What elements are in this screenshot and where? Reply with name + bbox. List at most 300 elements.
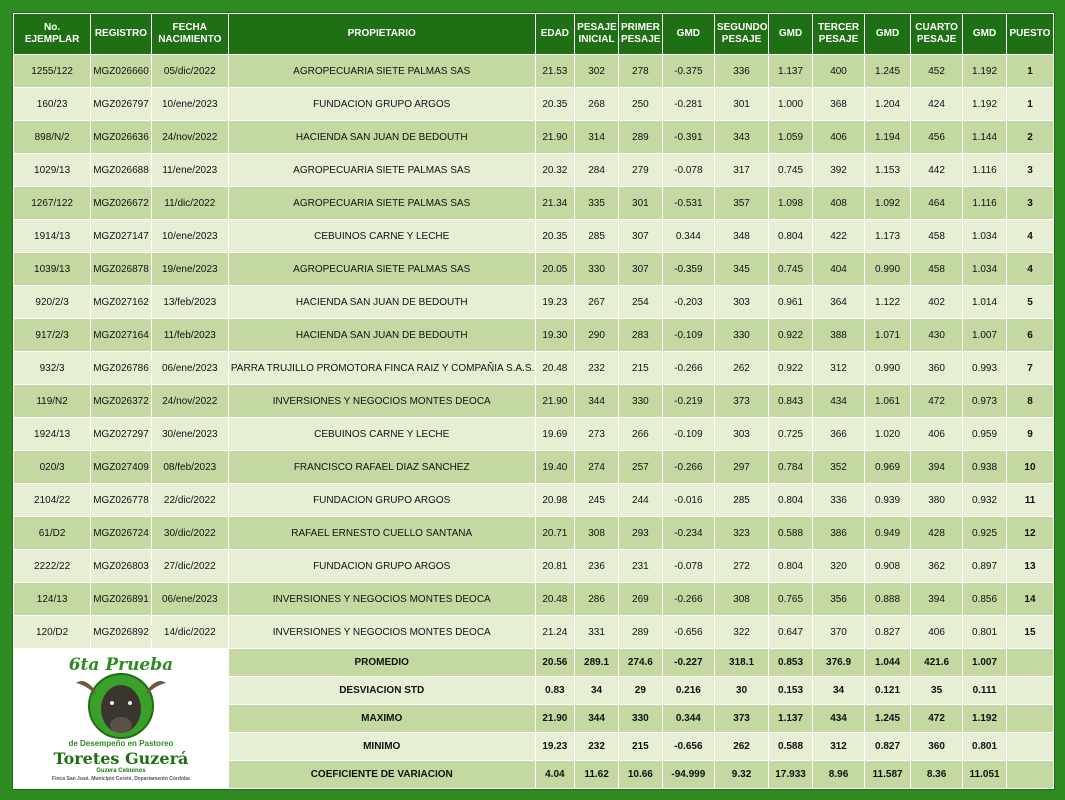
column-header-fecha — [151, 14, 228, 55]
column-header-text: FECHA — [172, 22, 207, 33]
cell-gmd4: 0.973 — [963, 385, 1007, 418]
cell-tercer-pesaje: 388 — [812, 319, 864, 352]
summary-value: 0.111 — [963, 677, 1007, 705]
cell-gmd3: 1.204 — [865, 88, 911, 121]
summary-value: 21.90 — [535, 705, 575, 733]
cell-segundo-pesaje: 308 — [714, 583, 768, 616]
summary-value: 318.1 — [714, 649, 768, 677]
cell-gmd3: 1.194 — [865, 121, 911, 154]
summary-value: 0.344 — [662, 705, 714, 733]
cell-cuarto-pesaje: 424 — [911, 88, 963, 121]
cell-primer-pesaje: 330 — [618, 385, 662, 418]
cell-segundo-pesaje: 330 — [714, 319, 768, 352]
cell-fecha: 19/ene/2023 — [151, 253, 228, 286]
cell-pesaje-inicial: 267 — [575, 286, 619, 319]
summary-value: 1.007 — [963, 649, 1007, 677]
summary-value: 0.801 — [963, 733, 1007, 761]
cell-cuarto-pesaje: 360 — [911, 352, 963, 385]
cell-tercer-pesaje: 366 — [812, 418, 864, 451]
table-row — [14, 55, 1054, 88]
cell-gmd2: 0.922 — [769, 319, 813, 352]
cell-puesto: 3 — [1006, 154, 1053, 187]
cell-gmd2: 0.588 — [769, 517, 813, 550]
cell-pesaje-inicial: 284 — [575, 154, 619, 187]
cell-puesto: 6 — [1006, 319, 1053, 352]
cell-fecha: 13/feb/2023 — [151, 286, 228, 319]
cell-pesaje-inicial: 285 — [575, 220, 619, 253]
cell-gmd4: 0.897 — [963, 550, 1007, 583]
cell-fecha: 14/dic/2022 — [151, 616, 228, 649]
column-header-text: PESAJE — [620, 34, 661, 45]
table-row — [14, 88, 1054, 121]
cell-segundo-pesaje: 303 — [714, 418, 768, 451]
cell-ejemplar: 2104/22 — [14, 484, 91, 517]
cell-tercer-pesaje: 406 — [812, 121, 864, 154]
cell-fecha: 11/ene/2023 — [151, 154, 228, 187]
cell-ejemplar: 160/23 — [14, 88, 91, 121]
cell-edad: 20.35 — [535, 88, 575, 121]
summary-value: 19.23 — [535, 733, 575, 761]
summary-value: 0.153 — [769, 677, 813, 705]
cell-pesaje-inicial: 290 — [575, 319, 619, 352]
cell-gmd4: 1.116 — [963, 187, 1007, 220]
summary-label: PROMEDIO — [228, 649, 535, 677]
summary-value: 373 — [714, 705, 768, 733]
logo-footer: Finca San José, Municipio Cereté, Departamento Córdoba — [52, 776, 190, 782]
cell-pesaje-inicial: 308 — [575, 517, 619, 550]
column-header-gmd4 — [963, 14, 1007, 55]
cell-primer-pesaje: 289 — [618, 616, 662, 649]
cell-fecha: 10/ene/2023 — [151, 88, 228, 121]
logo-prueba-text: 6ta Prueba — [68, 655, 174, 675]
cell-ejemplar: 2222/22 — [14, 550, 91, 583]
cell-propietario: INVERSIONES Y NEGOCIOS MONTES DEOCA — [228, 385, 535, 418]
cell-segundo-pesaje: 322 — [714, 616, 768, 649]
summary-value: 1.137 — [769, 705, 813, 733]
cell-segundo-pesaje: 303 — [714, 286, 768, 319]
cell-propietario: AGROPECUARIA SIETE PALMAS SAS — [228, 55, 535, 88]
summary-value: 8.96 — [812, 761, 864, 789]
cell-tercer-pesaje: 352 — [812, 451, 864, 484]
table-row — [14, 352, 1054, 385]
column-header-text: PESAJE — [818, 34, 859, 45]
cell-edad: 20.81 — [535, 550, 575, 583]
cell-segundo-pesaje: 317 — [714, 154, 768, 187]
cell-fecha: 27/dic/2022 — [151, 550, 228, 583]
summary-value: 215 — [618, 733, 662, 761]
table-row — [14, 253, 1054, 286]
summary-value: 0.216 — [662, 677, 714, 705]
cell-cuarto-pesaje: 458 — [911, 220, 963, 253]
cell-registro: MGZ026372 — [91, 385, 152, 418]
results-table-frame — [12, 12, 1055, 790]
cell-fecha: 30/dic/2022 — [151, 517, 228, 550]
cell-registro: MGZ027162 — [91, 286, 152, 319]
summary-value: 29 — [618, 677, 662, 705]
summary-value: 344 — [575, 705, 619, 733]
cell-gmd1: -0.078 — [662, 550, 714, 583]
cell-propietario: INVERSIONES Y NEGOCIOS MONTES DEOCA — [228, 616, 535, 649]
summary-value: 35 — [911, 677, 963, 705]
cell-gmd1: -0.391 — [662, 121, 714, 154]
cell-tercer-pesaje: 320 — [812, 550, 864, 583]
cell-puesto: 13 — [1006, 550, 1053, 583]
column-header-text: GMD — [972, 28, 997, 39]
cell-propietario: INVERSIONES Y NEGOCIOS MONTES DEOCA — [228, 583, 535, 616]
cell-cuarto-pesaje: 402 — [911, 286, 963, 319]
cell-gmd2: 0.843 — [769, 385, 813, 418]
cell-primer-pesaje: 293 — [618, 517, 662, 550]
cell-cuarto-pesaje: 430 — [911, 319, 963, 352]
cell-edad: 21.53 — [535, 55, 575, 88]
cell-puesto: 3 — [1006, 187, 1053, 220]
cell-edad: 20.32 — [535, 154, 575, 187]
cell-gmd2: 0.745 — [769, 253, 813, 286]
summary-value: 434 — [812, 705, 864, 733]
cell-tercer-pesaje: 356 — [812, 583, 864, 616]
cell-primer-pesaje: 266 — [618, 418, 662, 451]
cell-cuarto-pesaje: 472 — [911, 385, 963, 418]
summary-value: 330 — [618, 705, 662, 733]
cell-pesaje-inicial: 236 — [575, 550, 619, 583]
cell-gmd4: 1.007 — [963, 319, 1007, 352]
cell-primer-pesaje: 301 — [618, 187, 662, 220]
column-header-text: EJEMPLAR — [24, 34, 80, 45]
column-header-gmd2 — [769, 14, 813, 55]
cell-gmd4: 1.034 — [963, 220, 1007, 253]
cell-gmd2: 1.137 — [769, 55, 813, 88]
cell-gmd3: 1.061 — [865, 385, 911, 418]
cell-gmd1: -0.016 — [662, 484, 714, 517]
column-header-text: PESAJE — [577, 22, 617, 33]
cell-tercer-pesaje: 434 — [812, 385, 864, 418]
cell-gmd2: 1.098 — [769, 187, 813, 220]
cell-gmd1: -0.359 — [662, 253, 714, 286]
cell-tercer-pesaje: 364 — [812, 286, 864, 319]
cell-ejemplar: 1039/13 — [14, 253, 91, 286]
cell-fecha: 05/dic/2022 — [151, 55, 228, 88]
cell-puesto: 7 — [1006, 352, 1053, 385]
cell-propietario: FUNDACION GRUPO ARGOS — [228, 88, 535, 121]
cell-primer-pesaje: 269 — [618, 583, 662, 616]
cell-pesaje-inicial: 232 — [575, 352, 619, 385]
summary-body — [14, 649, 1054, 789]
cell-pesaje-inicial: 314 — [575, 121, 619, 154]
cell-ejemplar: 124/13 — [14, 583, 91, 616]
cell-pesaje-inicial: 330 — [575, 253, 619, 286]
cell-segundo-pesaje: 262 — [714, 352, 768, 385]
summary-value: 30 — [714, 677, 768, 705]
summary-value: 232 — [575, 733, 619, 761]
cell-ejemplar: 61/D2 — [14, 517, 91, 550]
cell-registro: MGZ027147 — [91, 220, 152, 253]
table-row — [14, 121, 1054, 154]
column-header-text: GMD — [676, 28, 701, 39]
cell-pesaje-inicial: 245 — [575, 484, 619, 517]
column-header-text: GMD — [778, 28, 803, 39]
cell-propietario: PARRA TRUJILLO PROMOTORA FINCA RAIZ Y COMPAÑIA S.A.S. — [228, 352, 535, 385]
cell-ejemplar: 1267/122 — [14, 187, 91, 220]
cell-primer-pesaje: 231 — [618, 550, 662, 583]
summary-value: 11.051 — [963, 761, 1007, 789]
cell-ejemplar: 1924/13 — [14, 418, 91, 451]
logo-cell — [14, 649, 229, 789]
cell-gmd1: -0.109 — [662, 418, 714, 451]
cell-gmd3: 1.020 — [865, 418, 911, 451]
table-row — [14, 550, 1054, 583]
cell-primer-pesaje: 307 — [618, 220, 662, 253]
cell-tercer-pesaje: 386 — [812, 517, 864, 550]
table-row — [14, 517, 1054, 550]
cell-tercer-pesaje: 408 — [812, 187, 864, 220]
cell-fecha: 08/feb/2023 — [151, 451, 228, 484]
cell-gmd3: 1.245 — [865, 55, 911, 88]
cell-gmd2: 0.725 — [769, 418, 813, 451]
cell-puesto: 11 — [1006, 484, 1053, 517]
cell-edad: 21.90 — [535, 385, 575, 418]
cell-puesto: 10 — [1006, 451, 1053, 484]
cell-cuarto-pesaje: 394 — [911, 451, 963, 484]
summary-value: 17.933 — [769, 761, 813, 789]
cell-segundo-pesaje: 348 — [714, 220, 768, 253]
cell-propietario: CEBUINOS CARNE Y LECHE — [228, 418, 535, 451]
cell-segundo-pesaje: 345 — [714, 253, 768, 286]
cell-puesto: 8 — [1006, 385, 1053, 418]
cell-edad: 20.71 — [535, 517, 575, 550]
summary-value: 289.1 — [575, 649, 619, 677]
cell-propietario: FUNDACION GRUPO ARGOS — [228, 484, 535, 517]
cell-gmd4: 1.116 — [963, 154, 1007, 187]
cell-puesto: 4 — [1006, 220, 1053, 253]
cell-fecha: 10/ene/2023 — [151, 220, 228, 253]
cell-pesaje-inicial: 274 — [575, 451, 619, 484]
cell-segundo-pesaje: 272 — [714, 550, 768, 583]
cell-gmd3: 0.990 — [865, 253, 911, 286]
cell-puesto: 5 — [1006, 286, 1053, 319]
cell-cuarto-pesaje: 458 — [911, 253, 963, 286]
cell-edad: 20.35 — [535, 220, 575, 253]
column-header-primer-pesaje — [618, 14, 662, 55]
table-row — [14, 220, 1054, 253]
summary-value: 10.66 — [618, 761, 662, 789]
cell-gmd2: 1.059 — [769, 121, 813, 154]
cell-fecha: 22/dic/2022 — [151, 484, 228, 517]
cell-propietario: CEBUINOS CARNE Y LECHE — [228, 220, 535, 253]
cell-pesaje-inicial: 331 — [575, 616, 619, 649]
cell-cuarto-pesaje: 406 — [911, 418, 963, 451]
summary-value: 472 — [911, 705, 963, 733]
logo-brands: Guzera Cebuinos — [96, 768, 146, 774]
table-row — [14, 385, 1054, 418]
cell-pesaje-inicial: 268 — [575, 88, 619, 121]
cell-edad: 20.05 — [535, 253, 575, 286]
cell-gmd3: 0.888 — [865, 583, 911, 616]
column-header-ejemplar — [14, 14, 91, 55]
summary-value: 421.6 — [911, 649, 963, 677]
cell-primer-pesaje: 257 — [618, 451, 662, 484]
cell-gmd4: 0.938 — [963, 451, 1007, 484]
cell-pesaje-inicial: 335 — [575, 187, 619, 220]
summary-value: 1.192 — [963, 705, 1007, 733]
cell-edad: 21.34 — [535, 187, 575, 220]
column-header-gmd3 — [865, 14, 911, 55]
column-header-text: EDAD — [540, 28, 570, 39]
cell-ejemplar: 1255/122 — [14, 55, 91, 88]
summary-value: 20.56 — [535, 649, 575, 677]
summary-value: 0.83 — [535, 677, 575, 705]
cell-gmd1: -0.266 — [662, 352, 714, 385]
column-header-text: No. — [44, 22, 61, 33]
cell-segundo-pesaje: 336 — [714, 55, 768, 88]
column-header-text: NACIMIENTO — [158, 34, 222, 45]
summary-label: DESVIACION STD — [228, 677, 535, 705]
cell-gmd4: 1.014 — [963, 286, 1007, 319]
cell-puesto: 14 — [1006, 583, 1053, 616]
results-table — [13, 13, 1054, 789]
summary-value: 11.62 — [575, 761, 619, 789]
cell-cuarto-pesaje: 442 — [911, 154, 963, 187]
cell-gmd4: 1.192 — [963, 88, 1007, 121]
cell-pesaje-inicial: 286 — [575, 583, 619, 616]
cell-cuarto-pesaje: 380 — [911, 484, 963, 517]
summary-puesto-empty — [1006, 649, 1053, 677]
table-row — [14, 583, 1054, 616]
cell-ejemplar: 020/3 — [14, 451, 91, 484]
cell-registro: MGZ026724 — [91, 517, 152, 550]
column-header-text: PUESTO — [1009, 28, 1051, 39]
cell-gmd3: 1.153 — [865, 154, 911, 187]
cell-registro: MGZ026891 — [91, 583, 152, 616]
cell-gmd3: 0.990 — [865, 352, 911, 385]
cell-edad: 21.90 — [535, 121, 575, 154]
cell-gmd1: -0.234 — [662, 517, 714, 550]
summary-value: 376.9 — [812, 649, 864, 677]
cell-cuarto-pesaje: 406 — [911, 616, 963, 649]
cell-cuarto-pesaje: 394 — [911, 583, 963, 616]
cell-gmd1: -0.266 — [662, 451, 714, 484]
cell-edad: 21.24 — [535, 616, 575, 649]
cell-pesaje-inicial: 344 — [575, 385, 619, 418]
cell-registro: MGZ026778 — [91, 484, 152, 517]
summary-value: 0.588 — [769, 733, 813, 761]
cell-segundo-pesaje: 357 — [714, 187, 768, 220]
column-header-segundo-pesaje — [714, 14, 768, 55]
cell-tercer-pesaje: 422 — [812, 220, 864, 253]
cell-fecha: 24/nov/2022 — [151, 121, 228, 154]
cell-ejemplar: 917/2/3 — [14, 319, 91, 352]
cell-propietario: FRANCISCO RAFAEL DIAZ SANCHEZ — [228, 451, 535, 484]
cell-pesaje-inicial: 273 — [575, 418, 619, 451]
cell-edad: 20.98 — [535, 484, 575, 517]
cell-cuarto-pesaje: 464 — [911, 187, 963, 220]
cell-gmd2: 0.784 — [769, 451, 813, 484]
cell-propietario: AGROPECUARIA SIETE PALMAS SAS — [228, 187, 535, 220]
cell-registro: MGZ026878 — [91, 253, 152, 286]
column-header-text: PESAJE — [721, 34, 762, 45]
summary-value: -0.656 — [662, 733, 714, 761]
cell-registro: MGZ027409 — [91, 451, 152, 484]
cell-tercer-pesaje: 392 — [812, 154, 864, 187]
table-row — [14, 484, 1054, 517]
cell-primer-pesaje: 244 — [618, 484, 662, 517]
cell-gmd4: 1.192 — [963, 55, 1007, 88]
summary-value: 1.245 — [865, 705, 911, 733]
cell-registro: MGZ026786 — [91, 352, 152, 385]
cell-gmd4: 0.856 — [963, 583, 1007, 616]
cell-tercer-pesaje: 312 — [812, 352, 864, 385]
column-header-gmd1 — [662, 14, 714, 55]
summary-puesto-empty — [1006, 733, 1053, 761]
cell-propietario: RAFAEL ERNESTO CUELLO SANTANA — [228, 517, 535, 550]
cell-tercer-pesaje: 370 — [812, 616, 864, 649]
cell-gmd3: 1.122 — [865, 286, 911, 319]
cell-tercer-pesaje: 404 — [812, 253, 864, 286]
cell-gmd3: 0.827 — [865, 616, 911, 649]
summary-label: MINIMO — [228, 733, 535, 761]
summary-value: 11.587 — [865, 761, 911, 789]
cell-gmd1: -0.266 — [662, 583, 714, 616]
cell-segundo-pesaje: 323 — [714, 517, 768, 550]
cell-fecha: 11/feb/2023 — [151, 319, 228, 352]
cell-primer-pesaje: 215 — [618, 352, 662, 385]
logo-title: Toretes Guzerá — [53, 749, 189, 768]
summary-value: 0.827 — [865, 733, 911, 761]
summary-value: 0.853 — [769, 649, 813, 677]
cell-gmd4: 0.932 — [963, 484, 1007, 517]
cell-segundo-pesaje: 301 — [714, 88, 768, 121]
cell-puesto: 2 — [1006, 121, 1053, 154]
table-row — [14, 319, 1054, 352]
cell-cuarto-pesaje: 428 — [911, 517, 963, 550]
cell-gmd2: 0.765 — [769, 583, 813, 616]
cell-gmd1: -0.219 — [662, 385, 714, 418]
cell-ejemplar: 1914/13 — [14, 220, 91, 253]
cell-registro: MGZ027297 — [91, 418, 152, 451]
summary-puesto-empty — [1006, 705, 1053, 733]
cell-registro: MGZ026660 — [91, 55, 152, 88]
cell-gmd2: 0.647 — [769, 616, 813, 649]
cell-puesto: 1 — [1006, 55, 1053, 88]
cell-edad: 19.40 — [535, 451, 575, 484]
cell-ejemplar: 898/N/2 — [14, 121, 91, 154]
column-header-propietario — [228, 14, 535, 55]
cell-cuarto-pesaje: 452 — [911, 55, 963, 88]
summary-value: 1.044 — [865, 649, 911, 677]
column-header-text: PESAJE — [916, 34, 957, 45]
cell-gmd1: -0.531 — [662, 187, 714, 220]
cell-segundo-pesaje: 373 — [714, 385, 768, 418]
cell-cuarto-pesaje: 362 — [911, 550, 963, 583]
cell-gmd1: 0.344 — [662, 220, 714, 253]
cell-tercer-pesaje: 368 — [812, 88, 864, 121]
cell-propietario: AGROPECUARIA SIETE PALMAS SAS — [228, 154, 535, 187]
cell-registro: MGZ027164 — [91, 319, 152, 352]
cell-primer-pesaje: 278 — [618, 55, 662, 88]
cell-gmd2: 0.961 — [769, 286, 813, 319]
column-header-text: INICIAL — [578, 34, 615, 45]
cell-ejemplar: 1029/13 — [14, 154, 91, 187]
cell-edad: 20.48 — [535, 352, 575, 385]
cell-primer-pesaje: 279 — [618, 154, 662, 187]
logo-subtitle: de Desempeño en Pastoreo — [68, 739, 174, 748]
summary-value: 4.04 — [535, 761, 575, 789]
cell-registro: MGZ026892 — [91, 616, 152, 649]
column-header-text: GMD — [875, 28, 900, 39]
summary-value: -0.227 — [662, 649, 714, 677]
cell-gmd4: 1.034 — [963, 253, 1007, 286]
cell-ejemplar: 119/N2 — [14, 385, 91, 418]
cell-gmd2: 0.804 — [769, 220, 813, 253]
